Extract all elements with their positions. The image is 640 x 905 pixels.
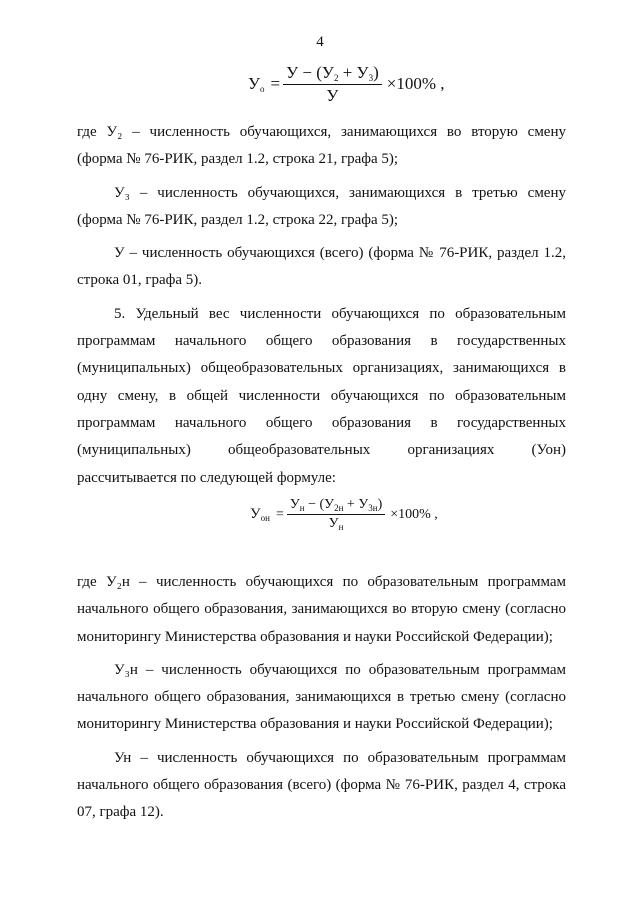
formula-multiplier: ×100% , (390, 506, 438, 522)
fraction-denominator: У (326, 85, 339, 105)
fraction (287, 497, 385, 532)
paragraph-y3n-definition: У₃н – численность обучающихся по образовательным программам начального общего образования, занимающихся в третью смену (согласно мониторингу Министерства образования и науки Российской Федерации); (77, 661, 566, 733)
text-block-2 (77, 569, 566, 827)
paragraph-item-5: 5. Удельный вес численности обучающихся по образовательным программам начального общего образования в государственных (муниципальных) общеобразовательных организациях, занимающихся в одну смену, в общей численности обучающихся по образовательным программам начального общего образования в государственных (муниципальных) общеобразовательных организациях (Уон) рассчитывается по следующей формуле: (77, 305, 566, 486)
paragraph-y2-definition: где У₂ – численность обучающихся, занимающихся во вторую смену (форма № 76-РИК, раздел 1.2, строка 21, графа 5); (77, 124, 566, 168)
formula-uo (248, 63, 445, 105)
equals-sign: = (270, 74, 281, 94)
page-number: 4 (316, 34, 324, 50)
formula-lhs: $У_о$ (248, 74, 265, 95)
formula-multiplier: ×100% , (386, 74, 445, 94)
text-block-1 (77, 119, 566, 492)
paragraph-y3-definition: У₃ – численность обучающихся, занимающихся в третью смену (форма № 76-РИК, раздел 1.2, строка 22, графа 5); (77, 184, 566, 228)
fraction-numerator: $У - (У_2 + У_3)$ (283, 63, 382, 85)
fraction-numerator: $У_н - (У_{2н} + У_{3н})$ (287, 497, 385, 515)
paragraph-y-definition: У – численность обучающихся (всего) (форма № 76-РИК, раздел 1.2, строка 01, графа 5). (77, 245, 566, 289)
fraction-denominator: $У_н$ (328, 516, 344, 533)
fraction (283, 63, 382, 105)
equals-sign: = (275, 506, 284, 522)
paragraph-y2n-definition: где У₂н – численность обучающихся по образовательным программам начального общего образования, занимающихся во вторую смену (согласно мониторингу Министерства образования и науки Российской Федерации); (77, 574, 566, 645)
paragraph-yn-definition: Ун – численность обучающихся по образовательным программам начального общего образования (всего) (форма № 76-РИК, раздел 4, строка 07, графа 12). (77, 749, 566, 821)
formula-lhs: $У_{он}$ (250, 506, 270, 524)
formula-uon (250, 497, 438, 532)
